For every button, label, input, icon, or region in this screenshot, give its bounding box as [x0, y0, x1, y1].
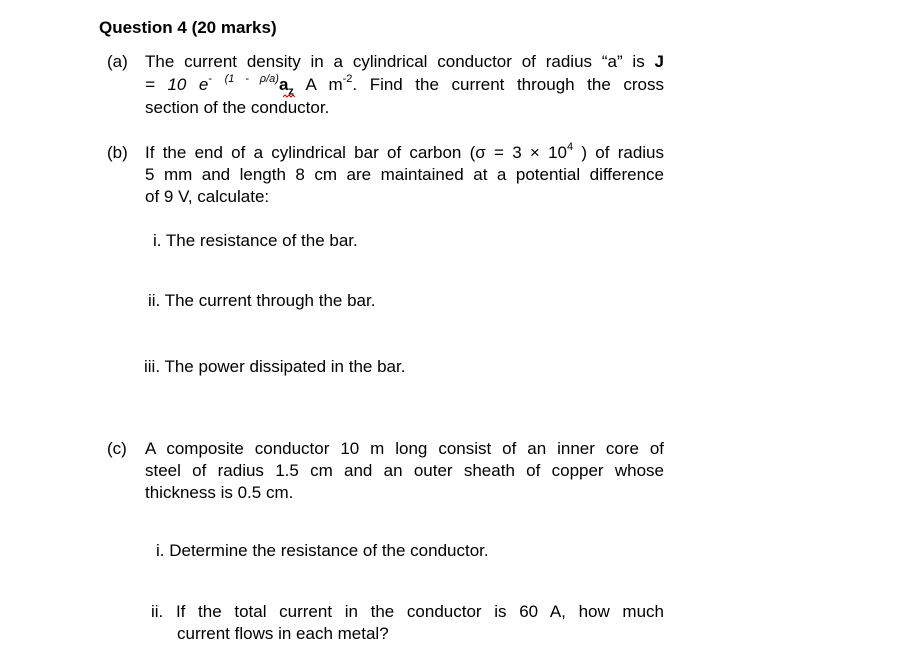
unit-vector-az: $a_z$ [279, 75, 294, 94]
part-a-line3: section of the conductor. [145, 98, 330, 117]
part-b-label: (b) [107, 143, 128, 162]
part-c-line2: steel of radius 1.5 cm and an outer sheath of copper whose [145, 461, 664, 480]
equation-prefix: = 10 e [145, 75, 209, 94]
part-b-item-iii: iii. The power dissipated in the bar. [144, 357, 406, 376]
part-c-line1: A composite conductor 10 m long consist of an inner core of [145, 439, 664, 458]
question-title: Question 4 (20 marks) [99, 18, 277, 37]
part-b-line1 [145, 142, 664, 164]
part-a-line2-rest: . Find the current through the cross [352, 75, 664, 94]
part-a-equation [145, 73, 294, 98]
part-b-line3: of 9 V, calculate: [145, 187, 270, 206]
part-b-line2: 5 mm and length 8 cm are maintained at a potential difference [145, 165, 664, 184]
part-c-item-ii-line1: ii. If the total current in the conductor is 60 A, how much [151, 602, 664, 621]
equation-exponent: (1 - ρ/a) [224, 73, 279, 86]
part-b-line1-pre: If the end of a cylindrical bar of carbon (σ = 3 × 10 [145, 143, 567, 162]
part-c-label: (c) [107, 439, 127, 458]
part-c-line3: thickness is 0.5 cm. [145, 483, 294, 502]
part-a-label: (a) [107, 52, 128, 71]
part-b-exponent: 4 [567, 141, 574, 154]
equation-minus: - [208, 73, 213, 86]
part-b-item-ii: ii. The current through the bar. [148, 291, 376, 310]
part-b-line1-post: ) of radius [573, 143, 664, 162]
part-a-line1 [145, 51, 664, 73]
part-a-line1-text: The current density in a cylindrical conductor of radius “a” is [145, 52, 645, 71]
part-c-item-ii-line2: current flows in each metal? [177, 624, 389, 643]
current-density-symbol: J [654, 52, 664, 71]
unit-text: A $m^{-2}$ [305, 73, 353, 94]
part-b-item-i: i. The resistance of the bar. [153, 231, 358, 250]
part-c-item-i: i. Determine the resistance of the conductor. [156, 541, 489, 560]
